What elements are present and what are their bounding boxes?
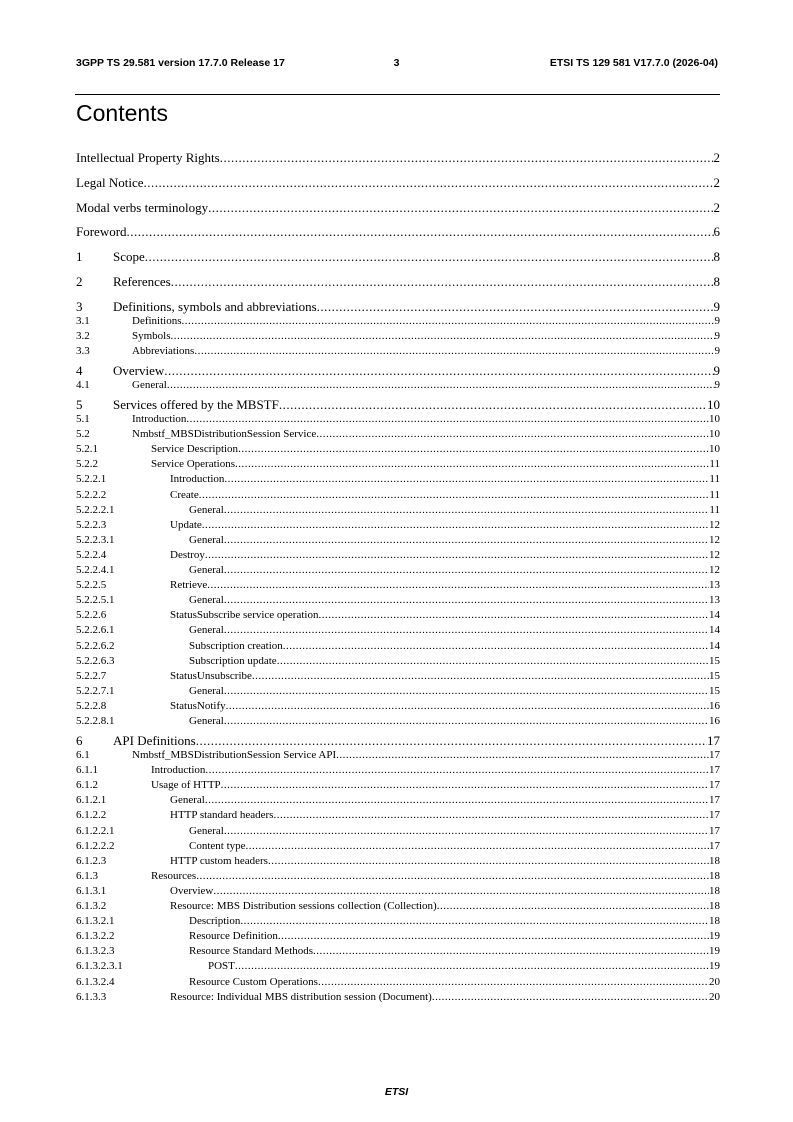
toc-entry[interactable] (76, 363, 720, 379)
toc-entry[interactable] (76, 809, 720, 821)
toc-entry-title: Overview (170, 884, 214, 897)
toc-dot-leader (240, 915, 709, 927)
toc-entry-title: Service Description (151, 443, 239, 456)
toc-entry-number: 1 (76, 249, 83, 265)
toc-entry[interactable] (76, 640, 720, 652)
toc-dot-leader (224, 715, 709, 727)
toc-entry-title: Usage of HTTP (151, 779, 221, 792)
toc-entry[interactable] (76, 764, 720, 776)
toc-entry-title: StatusUnsubscribe (170, 669, 252, 682)
toc-entry-number: 6.1.2.2.1 (76, 824, 115, 837)
toc-entry-title: Resource: Individual MBS distribution session (Document) (170, 990, 432, 1003)
toc-dot-leader (171, 274, 714, 290)
toc-entry-title: Nmbstf_MBSDistributionSession Service (132, 428, 317, 441)
toc-dot-leader (144, 175, 714, 191)
toc-entry-title: General (189, 715, 224, 727)
toc-entry-number: 6.1.3.2.3 (76, 945, 115, 958)
toc-dot-leader (224, 825, 709, 837)
toc-entry[interactable] (76, 945, 720, 957)
toc-entry-number: 5 (76, 397, 83, 412)
toc-entry-page: 2 (713, 174, 720, 190)
toc-entry-title: Resource: MBS Distribution sessions collection (Collection) (170, 900, 437, 912)
toc-entry-title: POST (208, 960, 235, 973)
toc-dot-leader (207, 579, 709, 591)
toc-entry-number: 5.2.2.6 (76, 609, 107, 622)
toc-entry-page: 6 (713, 224, 720, 240)
toc-entry-number: 6.1.3.1 (76, 884, 107, 897)
toc-entry-number: 5.2.2.3 (76, 518, 107, 531)
header-etsi-ref: ETSI TS 129 581 V17.7.0 (2026-04) (549, 57, 718, 69)
toc-dot-leader (171, 330, 715, 342)
toc-entry-number: 5.1 (76, 413, 90, 425)
toc-dot-leader (235, 960, 709, 972)
toc-dot-leader (182, 315, 715, 327)
toc-entry-title: Abbreviations (132, 345, 195, 357)
toc-dot-leader (224, 594, 709, 606)
toc-dot-leader (127, 224, 714, 240)
toc-entry-title: General (132, 379, 167, 391)
toc-entry-page: 9 (713, 363, 720, 378)
toc-dot-leader (224, 624, 709, 636)
toc-entry-page: 18 (709, 869, 720, 882)
toc-entry-number: 3 (76, 298, 83, 314)
header-page-number: 3 (393, 57, 400, 69)
toc-dot-leader (437, 900, 709, 912)
toc-entry[interactable] (76, 549, 720, 561)
toc-dot-leader (238, 443, 709, 455)
toc-dot-leader (317, 299, 714, 315)
toc-entry-number: 3.1 (76, 314, 90, 327)
toc-entry-number: 6.1.3 (76, 869, 98, 882)
toc-entry-page: 17 (709, 839, 720, 852)
toc-entry[interactable] (76, 915, 720, 927)
toc-entry-number: 6.1 (76, 749, 90, 761)
toc-entry[interactable] (76, 855, 720, 867)
toc-dot-leader (318, 609, 709, 621)
toc-entry-title: Create (170, 488, 199, 501)
toc-entry-number: 6 (76, 733, 83, 748)
toc-entry-number: 6.1.3.2.1 (76, 915, 115, 928)
toc-entry-page: 18 (709, 900, 720, 912)
toc-entry-page: 19 (709, 945, 720, 958)
toc-entry-title: Definitions, symbols and abbreviations (113, 298, 317, 314)
toc-entry-page: 10 (709, 413, 720, 425)
toc-entry-page: 8 (713, 249, 720, 265)
toc-entry-title: General (189, 824, 224, 837)
toc-entry-title: Foreword (76, 224, 127, 240)
toc-entry-title: Symbols (132, 329, 171, 342)
toc-entry-title: Subscription update (189, 654, 277, 667)
toc-entry-title: Modal verbs terminology (76, 199, 209, 215)
toc-entry[interactable] (76, 458, 720, 470)
toc-entry[interactable] (76, 299, 720, 315)
toc-entry[interactable] (76, 519, 720, 531)
toc-entry-page: 17 (709, 779, 720, 792)
toc-entry-page: 12 (709, 518, 720, 531)
toc-entry-number: 3.3 (76, 345, 90, 357)
toc-entry-number: 5.2.1 (76, 443, 98, 456)
toc-entry[interactable] (76, 624, 720, 636)
toc-entry-page: 2 (713, 150, 720, 165)
toc-entry-number: 5.2.2.7.1 (76, 684, 115, 697)
toc-dot-leader (278, 930, 709, 942)
header-spec-version: 3GPP TS 29.581 version 17.7.0 Release 17 (76, 57, 285, 69)
toc-entry[interactable] (76, 504, 720, 516)
toc-entry[interactable] (76, 224, 720, 240)
toc-entry[interactable] (76, 579, 720, 591)
toc-entry[interactable] (76, 840, 720, 852)
toc-dot-leader (164, 363, 713, 379)
toc-entry-number: 5.2.2.3.1 (76, 533, 115, 546)
toc-entry-page: 13 (709, 594, 720, 607)
toc-entry[interactable] (76, 150, 720, 166)
toc-entry[interactable] (76, 200, 720, 216)
toc-dot-leader (224, 473, 709, 485)
toc-entry[interactable] (76, 749, 720, 761)
toc-entry[interactable] (76, 779, 720, 791)
toc-dot-leader (336, 749, 709, 761)
toc-entry-page: 11 (709, 458, 720, 471)
toc-dot-leader (283, 640, 709, 652)
toc-entry-number: 6.1.2.2 (76, 809, 107, 822)
toc-entry-number: 6.1.2.3 (76, 854, 107, 867)
toc-dot-leader (186, 413, 709, 425)
toc-entry[interactable] (76, 564, 720, 576)
toc-dot-leader (268, 855, 709, 867)
toc-entry-page: 12 (709, 548, 720, 561)
toc-entry-page: 20 (709, 990, 720, 1003)
toc-entry-page: 18 (709, 915, 720, 928)
toc-entry-title: Nmbstf_MBSDistributionSession Service API (132, 749, 337, 761)
toc-dot-leader (273, 809, 709, 821)
toc-entry-title: General (189, 624, 224, 637)
toc-dot-leader (220, 150, 714, 166)
toc-entry-page: 10 (709, 428, 720, 441)
toc-entry-page: 14 (709, 609, 720, 622)
toc-entry-title: Introduction (170, 473, 225, 486)
toc-entry-page: 19 (709, 930, 720, 943)
toc-entry-page: 8 (713, 274, 720, 289)
toc-entry[interactable] (76, 534, 720, 546)
toc-dot-leader (252, 670, 709, 682)
toc-dot-leader (196, 870, 709, 882)
toc-entry-page: 11 (709, 488, 720, 501)
toc-entry[interactable] (76, 670, 720, 682)
toc-entry-number: 5.2.2.4 (76, 548, 107, 561)
toc-entry-title: Description (189, 915, 241, 928)
toc-entry-title: Overview (113, 363, 165, 378)
toc-entry-page: 13 (709, 579, 720, 592)
toc-dot-leader (205, 549, 709, 561)
toc-entry[interactable] (76, 489, 720, 501)
toc-entry[interactable] (76, 976, 720, 988)
toc-entry-page: 9 (714, 379, 720, 391)
toc-entry-page: 18 (709, 854, 720, 867)
toc-entry-number: 5.2.2.2 (76, 488, 107, 501)
toc-entry-number: 6.1.2 (76, 779, 98, 792)
toc-entry[interactable] (76, 413, 720, 425)
toc-entry-title: Resource Standard Methods (189, 945, 314, 958)
toc-entry-title: Content type (189, 839, 246, 852)
toc-dot-leader (224, 534, 709, 546)
toc-entry-page: 17 (709, 764, 720, 777)
toc-dot-leader (205, 794, 709, 806)
toc-entry[interactable] (76, 315, 720, 327)
toc-entry-page: 10 (707, 397, 720, 412)
toc-entry-title: HTTP standard headers (170, 809, 274, 822)
toc-entry-number: 5.2 (76, 428, 90, 441)
toc-dot-leader (318, 976, 709, 988)
toc-entry-number: 5.2.2.6.3 (76, 654, 115, 667)
toc-entry-page: 17 (709, 809, 720, 822)
toc-dot-leader (213, 885, 709, 897)
toc-entry[interactable] (76, 794, 720, 806)
toc-entry[interactable] (76, 825, 720, 837)
toc-entry-page: 17 (709, 824, 720, 837)
toc-entry[interactable] (76, 443, 720, 455)
toc-entry[interactable] (76, 991, 720, 1003)
toc-dot-leader (196, 733, 707, 749)
toc-entry-number: 5.2.2.6.1 (76, 624, 115, 637)
toc-entry-title: General (189, 684, 224, 697)
toc-entry-title: Introduction (132, 413, 187, 425)
toc-entry-title: General (189, 564, 224, 576)
toc-entry-title: Destroy (170, 548, 205, 561)
toc-dot-leader (194, 345, 714, 357)
toc-entry-page: 17 (709, 749, 720, 761)
toc-entry-title: References (113, 274, 171, 289)
toc-entry-title: Resource Definition (189, 930, 278, 943)
toc-entry[interactable] (76, 330, 720, 342)
toc-entry[interactable] (76, 900, 720, 912)
toc-entry-number: 6.1.1 (76, 764, 98, 777)
toc-entry[interactable] (76, 930, 720, 942)
toc-dot-leader (224, 564, 709, 576)
toc-entry[interactable] (76, 274, 720, 290)
toc-entry-number: 3.2 (76, 329, 90, 342)
toc-entry[interactable] (76, 428, 720, 440)
toc-entry[interactable] (76, 397, 720, 413)
toc-entry-page: 11 (709, 503, 720, 516)
toc-entry-number: 6.1.3.2 (76, 900, 107, 912)
toc-dot-leader (432, 991, 709, 1003)
toc-entry-number: 5.2.2.5.1 (76, 594, 115, 607)
toc-entry[interactable] (76, 175, 720, 191)
toc-dot-leader (224, 504, 710, 516)
toc-entry-number: 5.2.2.8 (76, 699, 107, 712)
toc-entry-title: Retrieve (170, 579, 208, 592)
toc-entry-number: 6.1.3.2.3.1 (76, 960, 123, 973)
toc-entry-page: 9 (714, 314, 720, 327)
toc-entry-number: 5.2.2.4.1 (76, 564, 115, 576)
toc-entry-number: 6.1.2.2.2 (76, 839, 115, 852)
toc-entry[interactable] (76, 733, 720, 749)
toc-entry-page: 16 (709, 715, 720, 727)
toc-entry-page: 14 (709, 624, 720, 637)
toc-entry-number: 6.1.3.3 (76, 990, 107, 1003)
toc-entry-number: 5.2.2.6.2 (76, 639, 115, 652)
toc-entry-page: 16 (709, 699, 720, 712)
toc-dot-leader (221, 779, 709, 791)
toc-entry-page: 2 (713, 199, 720, 215)
toc-entry-page: 9 (714, 329, 720, 342)
toc-entry-number: 6.1.2.1 (76, 794, 107, 807)
toc-entry[interactable] (76, 345, 720, 357)
toc-dot-leader (199, 489, 710, 501)
toc-entry-number: 5.2.2 (76, 458, 98, 471)
toc-entry-title: Legal Notice (76, 174, 144, 190)
toc-dot-leader (235, 458, 709, 470)
toc-entry-title: Subscription creation (189, 639, 283, 652)
toc-entry-number: 5.2.2.7 (76, 669, 107, 682)
toc-dot-leader (313, 945, 709, 957)
toc-entry-title: API Definitions (113, 733, 196, 748)
toc-entry[interactable] (76, 870, 720, 882)
toc-entry-title: General (189, 594, 224, 607)
toc-entry-number: 6.1.3.2.2 (76, 930, 115, 943)
toc-dot-leader (246, 840, 709, 852)
toc-entry-title: Update (170, 518, 202, 531)
toc-entry-page: 10 (709, 443, 720, 456)
toc-entry-number: 5.2.2.5 (76, 579, 107, 592)
toc-entry[interactable] (76, 685, 720, 697)
toc-entry-page: 15 (709, 669, 720, 682)
toc-dot-leader (316, 428, 709, 440)
toc-entry[interactable] (76, 594, 720, 606)
toc-dot-leader (202, 519, 709, 531)
toc-entry-title: General (170, 794, 205, 807)
toc-dot-leader (167, 379, 715, 391)
toc-entry-number: 6.1.3.2.4 (76, 975, 115, 988)
toc-entry[interactable] (76, 715, 720, 727)
toc-dot-leader (145, 249, 714, 265)
toc-entry-page: 9 (714, 345, 720, 357)
toc-entry[interactable] (76, 379, 720, 391)
toc-entry-page: 12 (709, 533, 720, 546)
toc-entry-title: Service Operations (151, 458, 235, 471)
toc-entry-number: 5.2.2.1 (76, 473, 107, 486)
toc-entry-number: 5.2.2.8.1 (76, 715, 115, 727)
toc-entry-page: 19 (709, 960, 720, 973)
toc-entry-number: 5.2.2.2.1 (76, 503, 115, 516)
toc-dot-leader (226, 700, 709, 712)
toc-entry-title: Resource Custom Operations (189, 975, 318, 988)
toc-entry-number: 2 (76, 274, 83, 289)
toc-entry[interactable] (76, 655, 720, 667)
toc-entry-title: Scope (113, 249, 145, 265)
toc-dot-leader (224, 685, 709, 697)
toc-dot-leader (277, 655, 709, 667)
toc-entry-page: 17 (709, 794, 720, 807)
toc-dot-leader (208, 200, 713, 216)
toc-entry-page: 18 (709, 884, 720, 897)
toc-entry-page: 14 (709, 639, 720, 652)
toc-entry[interactable] (76, 700, 720, 712)
toc-entry-page: 20 (709, 975, 720, 988)
toc-entry-page: 11 (709, 473, 720, 486)
toc-entry-title: Introduction (151, 764, 206, 777)
toc-entry-page: 15 (709, 654, 720, 667)
toc-entry-title: StatusSubscribe service operation (170, 609, 319, 622)
toc-entry-page: 9 (713, 298, 720, 314)
toc-entry-title: Intellectual Property Rights (76, 150, 220, 165)
toc-entry-page: 17 (707, 733, 720, 748)
toc-entry-title: Definitions (132, 314, 182, 327)
toc-entry[interactable] (76, 609, 720, 621)
toc-entry-number: 4.1 (76, 379, 90, 391)
toc-entry[interactable] (76, 960, 720, 972)
toc-entry-page: 15 (709, 684, 720, 697)
toc-entry[interactable] (76, 249, 720, 265)
toc-entry-title: Resources (151, 869, 197, 882)
toc-entry[interactable] (76, 885, 720, 897)
toc-entry-page: 12 (709, 564, 720, 576)
toc-entry-title: General (189, 503, 224, 516)
table-of-contents (76, 0, 720, 1122)
toc-entry-title: StatusNotify (170, 699, 226, 712)
toc-entry-title: HTTP custom headers (170, 854, 268, 867)
page-title: Contents (76, 100, 169, 126)
footer-etsi: ETSI (384, 1086, 409, 1098)
toc-entry[interactable] (76, 473, 720, 485)
toc-dot-leader (205, 764, 709, 776)
toc-entry-title: General (189, 533, 224, 546)
toc-entry-title: Services offered by the MBSTF (113, 397, 279, 412)
toc-entry-number: 4 (76, 363, 83, 378)
toc-dot-leader (279, 397, 707, 413)
